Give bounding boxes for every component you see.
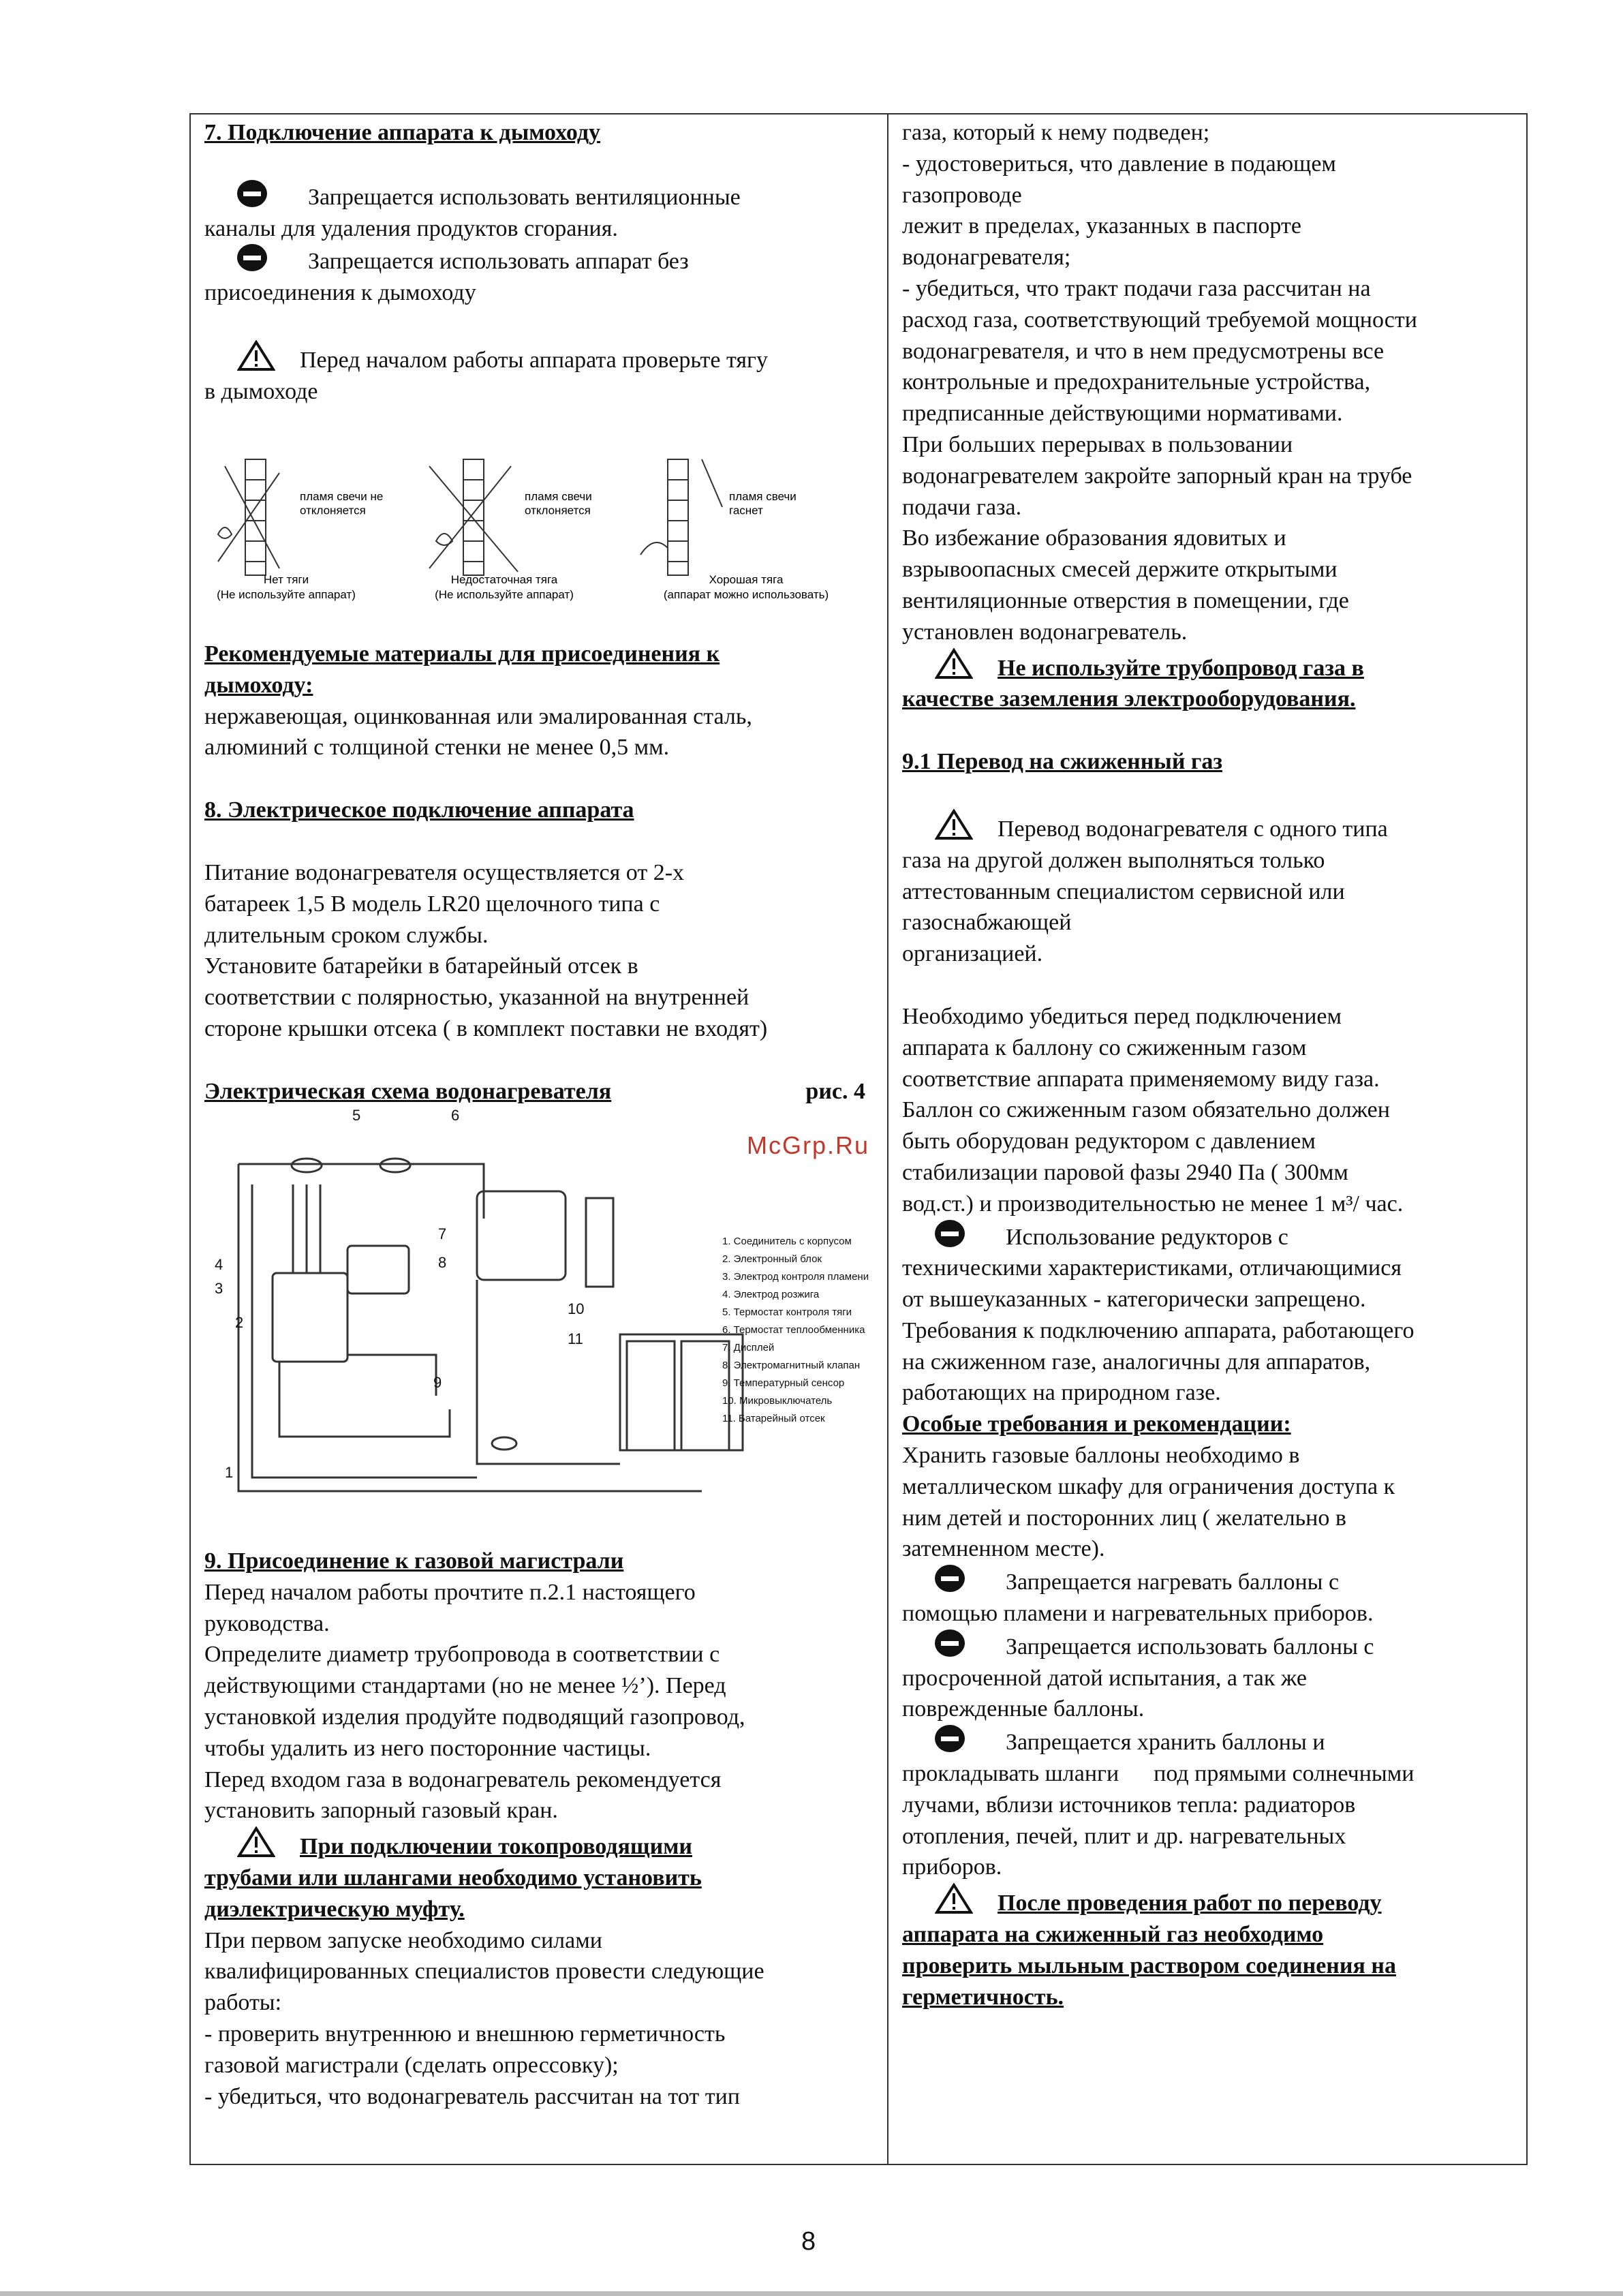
schema-legend-item: 9. Температурный сенсор: [722, 1377, 845, 1389]
r-text: прокладывать шланги под прямыми солнечными: [902, 1761, 1415, 1787]
r-final-text: герметичность.: [902, 1984, 1064, 2010]
r-final-text: аппарата на сжиженный газ необходимо: [902, 1922, 1324, 1948]
schema-legend-item: 6. Термостат теплообменника: [722, 1324, 865, 1336]
display-unit: [347, 1246, 409, 1294]
r-text: Хранить газовые баллоны необходимо в: [902, 1443, 1300, 1469]
r-text: водонагревателем закройте запорный кран на трубе: [902, 463, 1412, 489]
warning-triangle-icon: [237, 1826, 275, 1858]
s9-text: работы:: [204, 1990, 282, 2016]
r-text: газопроводе: [902, 182, 1022, 208]
draft-label: Хорошая тяга: [709, 573, 784, 586]
r-text: помощью пламени и нагревательных приборов.: [902, 1601, 1374, 1627]
warning-triangle-icon: [237, 340, 275, 371]
draft-note: (Не используйте аппарат): [217, 588, 356, 601]
draft-label: Недостаточная тяга: [450, 573, 558, 586]
s9-text: Перед входом газа в водонагреватель рекомендуется: [204, 1766, 722, 1792]
materials-text: нержавеющая, оцинкованная или эмалированная сталь,: [204, 703, 752, 729]
schema-callout: 10: [568, 1300, 585, 1317]
r-text: предписанные действующими нормативами.: [902, 401, 1343, 427]
schema-legend-item: 5. Термостат контроля тяги: [722, 1306, 852, 1318]
schema-legend-item: 4. Электрод розжига: [722, 1289, 820, 1300]
s91-warning: Перевод водонагревателя с одного типа: [902, 809, 1519, 845]
r-text: аттестованным специалистом сервисной или: [902, 878, 1345, 904]
r-text: расход газа, соответствующий требуемой мощности: [902, 307, 1417, 333]
s9-text: действующими стандартами (но не менее ½’). Перед: [204, 1673, 726, 1699]
r-text: вентиляционные отверстия в помещении, где: [902, 587, 1349, 613]
left-column-lower: [204, 639, 879, 1107]
schema-callout: 11: [568, 1330, 583, 1347]
schema-heading: Электрическая схема водонагревателя рис. 4: [204, 1078, 865, 1104]
warning-triangle-icon: [935, 1883, 973, 1914]
s9-text: Определите диаметр трубопровода в соответствии с: [204, 1642, 720, 1668]
s9-text: установить запорный газовый кран.: [204, 1798, 558, 1824]
left-column: [204, 117, 879, 408]
draft-flame-text: пламя свечи гаснет: [729, 490, 797, 517]
s9-text: руководства.: [204, 1610, 330, 1636]
r-text: ним детей и посторонних лиц ( желательно в: [902, 1505, 1346, 1531]
r-text: организацией.: [902, 941, 1043, 967]
draft-case-good: [640, 459, 829, 601]
schema-legend-item: 3. Электрод контроля пламени: [722, 1271, 869, 1283]
r-warning-ground: Не используйте трубопровод газа в: [902, 648, 1519, 684]
r-text: стабилизации паровой фазы 2940 Па ( 300мм: [902, 1159, 1348, 1185]
draft-note: (Не используйте аппарат): [435, 588, 574, 601]
r-warning-text: качестве заземления электрооборудования.: [902, 686, 1356, 712]
r-text: лежит в пределах, указанных в паспорте: [902, 213, 1301, 239]
s8-text: длительным сроком службы.: [204, 922, 489, 948]
schema-callout: 9: [433, 1374, 442, 1391]
s7-text: в дымоходе: [204, 378, 318, 404]
draft-note: (аппарат можно использовать): [663, 588, 829, 601]
schema-legend-item: 1. Соединитель с корпусом: [722, 1236, 852, 1247]
r-text: просроченной датой испытания, а так же: [902, 1665, 1307, 1691]
r-text: вод.ст.) и производительностью не менее 1 м³/ час.: [902, 1191, 1404, 1216]
r-final-text: проверить мыльным раствором соединения на: [902, 1953, 1396, 1978]
r-prohibition-2: Запрещается использовать баллоны с: [902, 1629, 1519, 1663]
draft-flame-text: пламя свечи не отклоняется: [300, 490, 384, 517]
r-text: работающих на природном газе.: [902, 1380, 1221, 1406]
r-text: Требования к подключению аппарата, работающего: [902, 1317, 1415, 1343]
bottom-bar: [0, 2291, 1623, 2296]
r-text: техническими характеристиками, отличающимися: [902, 1255, 1402, 1281]
section-9-title: 9. Присоединение к газовой магистрали: [204, 1548, 624, 1574]
warning-triangle-icon: [935, 648, 973, 679]
warning-triangle-icon: [935, 809, 973, 840]
electronic-unit: [273, 1273, 347, 1362]
schema-legend-item: 10. Микровыключатель: [722, 1395, 833, 1407]
column-divider: [887, 113, 888, 2165]
schema-callout: 2: [235, 1314, 244, 1331]
r-final-warning: После проведения работ по переводу: [902, 1883, 1519, 1919]
prohibition-icon: [237, 180, 267, 207]
r-text: Необходимо убедиться перед подключением: [902, 1003, 1342, 1029]
r-text: аппарата к баллону со сжиженным газом: [902, 1035, 1307, 1060]
materials-title: дымоходу:: [204, 672, 313, 698]
r-text: подачи газа.: [902, 494, 1022, 520]
s9-text: установкой изделия продуйте подводящий газопровод,: [204, 1704, 745, 1730]
section-9-1-title: 9.1 Перевод на сжиженный газ: [902, 749, 1223, 775]
s8-text: батареек 1,5 В модель LR20 щелочного типа с: [204, 891, 660, 917]
r-text: поврежденные баллоны.: [902, 1696, 1145, 1722]
section-7-title: 7. Подключение аппарата к дымоходу: [204, 120, 601, 145]
r-text: металлическом шкафу для ограничения доступа к: [902, 1473, 1395, 1499]
r-text: Баллон со сжиженным газом обязательно должен: [902, 1097, 1390, 1123]
draft-label: Нет тяги: [263, 573, 309, 586]
r-text: отопления, печей, плит и др. нагревательных: [902, 1823, 1346, 1849]
r-text: соответствие аппарата применяемому виду газа.: [902, 1066, 1380, 1092]
draft-case-insufficient: [429, 459, 592, 601]
prohibition-icon: [935, 1725, 965, 1752]
section-8-title: 8. Электрическое подключение аппарата: [204, 797, 634, 823]
r-text: газоснабжающей: [902, 910, 1072, 936]
s9-text: квалифицированных специалистов провести следующие: [204, 1959, 764, 1985]
r-text: лучами, вблизи источников тепла: радиаторов: [902, 1792, 1356, 1818]
r-text: приборов.: [902, 1854, 1002, 1880]
left-column-bottom: [204, 1546, 879, 2112]
r-prohibition-1: Запрещается нагревать баллоны с: [902, 1565, 1519, 1598]
schema-callout: 6: [451, 1109, 460, 1124]
prohibition-icon: [935, 1629, 965, 1657]
s9-warning-text: трубами или шлангами необходимо установить: [204, 1865, 702, 1891]
r-text: быть оборудован редуктором с давлением: [902, 1129, 1316, 1154]
s7-warning: Перед началом работы аппарата проверьте тягу: [204, 340, 879, 376]
r-text: газа на другой должен выполняться только: [902, 847, 1325, 873]
s7-text: присоединения к дымоходу: [204, 280, 476, 306]
schema-legend-item: 7. Дисплей: [722, 1342, 775, 1353]
s9-text: газовой магистрали (сделать опрессовку);: [204, 2052, 619, 2078]
r-text: от вышеуказанных - категорически запрещено.: [902, 1287, 1366, 1313]
s9-text: - убедиться, что водонагреватель рассчитан на тот тип: [204, 2083, 740, 2109]
prohibition-icon: [935, 1220, 965, 1247]
schema-legend-item: 8. Электромагнитный клапан: [722, 1360, 861, 1371]
materials-title: Рекомендуемые материалы для присоединения к: [204, 641, 720, 667]
schema-callout: 7: [438, 1225, 447, 1242]
page-number: 8: [801, 2227, 816, 2256]
r-text: - удостовериться, что давление в подающем: [902, 151, 1336, 177]
s8-text: соответствии с полярностью, указанной на внутренней: [204, 985, 749, 1011]
materials-text: алюминий с толщиной стенки не менее 0,5 мм.: [204, 735, 670, 761]
schema-callout: 4: [215, 1256, 223, 1273]
r-text: взрывоопасных смесей держите открытыми: [902, 557, 1338, 583]
r-text: водонагревателя, и что в нем предусмотрены все: [902, 338, 1385, 364]
r-text: газа, который к нему подведен;: [902, 120, 1210, 145]
r-text: - убедиться, что тракт подачи газа рассчитан на: [902, 275, 1371, 301]
s8-text: Установите батарейки в батарейный отсек в: [204, 953, 638, 979]
s7-prohibition-1: Запрещается использовать вентиляционные: [204, 180, 879, 213]
prohibition-icon: [237, 244, 267, 271]
r-text: водонагревателя;: [902, 245, 1071, 271]
s9-warning: При подключении токопроводящими: [204, 1826, 879, 1863]
s9-text: чтобы удалить из него посторонние частицы.: [204, 1735, 651, 1761]
schema-callout: 3: [215, 1280, 223, 1297]
s8-text: стороне крышки отсека ( в комплект поставки не входят): [204, 1015, 768, 1041]
r-text: Во избежание образования ядовитых и: [902, 525, 1286, 551]
s9-text: При первом запуске необходимо силами: [204, 1927, 602, 1953]
prohibition-icon: [935, 1565, 965, 1592]
s9-warning-text: диэлектрическую муфту.: [204, 1896, 465, 1922]
r-text: затемненном месте).: [902, 1536, 1105, 1562]
schema-legend-item: 11. Батарейный отсек: [722, 1413, 825, 1424]
right-column: [902, 117, 1519, 2012]
r-text: на сжиженном газе, аналогичны для аппаратов,: [902, 1349, 1371, 1375]
r-text: При больших перерывах в пользовании: [902, 431, 1293, 457]
draft-case-no-draft: [217, 459, 383, 601]
s7-text: каналы для удаления продуктов сгорания.: [204, 215, 618, 241]
chimney-draft-figure: [204, 453, 859, 616]
schema-callout: 5: [352, 1109, 361, 1124]
r-prohibition-reducer: Использование редукторов с: [902, 1220, 1519, 1253]
r-text: установлен водонагреватель.: [902, 619, 1188, 645]
s9-text: - проверить внутреннюю и внешнюю герметичность: [204, 2021, 726, 2047]
r-text: контрольные и предохранительные устройства,: [902, 369, 1371, 395]
schema-callout: 1: [225, 1464, 234, 1481]
schema-legend-item: 2. Электронный блок: [722, 1253, 822, 1265]
s8-text: Питание водонагревателя осуществляется от 2-х: [204, 859, 685, 885]
electric-schema-figure: [204, 1109, 879, 1498]
special-requirements-title: Особые требования и рекомендации:: [902, 1411, 1291, 1437]
schema-callout: 8: [438, 1254, 447, 1271]
s9-text: Перед началом работы прочтите п.2.1 настоящего: [204, 1579, 696, 1605]
draft-flame-text: пламя свечи отклоняется: [525, 490, 592, 517]
watermark: McGrp.Ru: [747, 1131, 870, 1159]
r-prohibition-3: Запрещается хранить баллоны и: [902, 1725, 1519, 1758]
s7-prohibition-2: Запрещается использовать аппарат без: [204, 244, 879, 277]
